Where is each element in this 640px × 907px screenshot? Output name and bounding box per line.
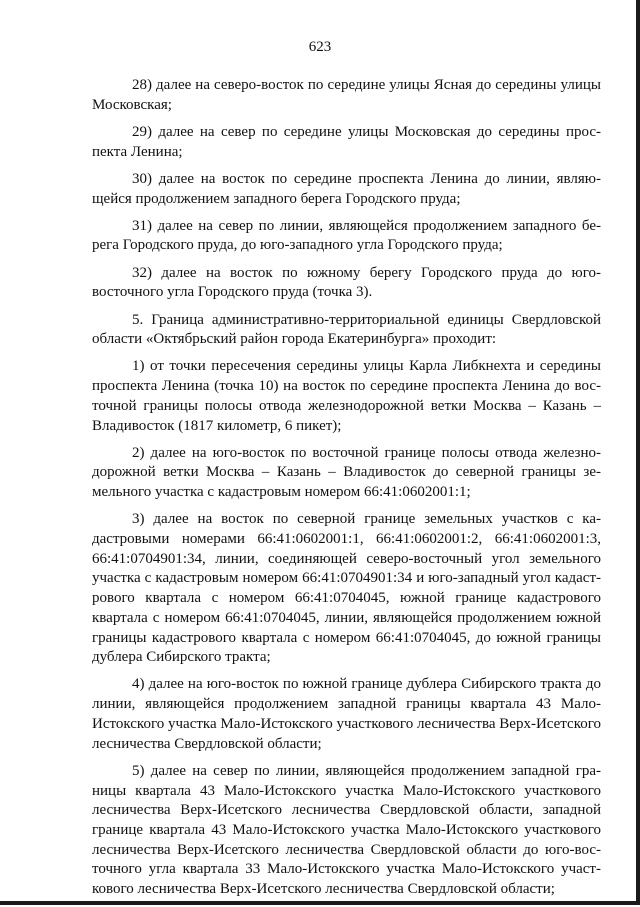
paragraph-item-4: 4) далее на юго-восток по южной границе дублера Сибирского тракта до линии, являющейся продолжением западной границы квартала 43 Мало-Истокского участка Мало-Истокского участкового лесничества Верх-Исетского лесничества Свердловской области; (92, 676, 601, 752)
paragraph-item-31: 31) далее на север по линии, являющейся продолжением западного берега Городского пруда, до юго-западного угла Городского пруда; (92, 217, 601, 254)
paragraph-item-5: 5) далее на север по линии, являющейся продолжением западной границы квартала 43 Мало-Истокского участка Мало-Истокского участкового лесничества Верх-Исетского лесничества Свердловской области, западной границе квартала 43 Мало-Истокского участка Мало-Истокского участкового лесничества Верх-Исетского лесничества Свердловской области до юго-восточного угла квартала 33 Мало-Истокского участка Мало-Истокского участкового лесничества Верх-Исетского лесничества Свердловской области; (92, 762, 601, 898)
paragraph-item-2: 2) далее на юго-восток по восточной границе полосы отвода железнодорожной ветки Москва – Казань – Владивосток до северной границы земельного участка с кадастровым номером 66:41:0602001:1; (92, 444, 601, 501)
paragraph-item-29: 29) далее на север по середине улицы Московская до середины проспекта Ленина; (92, 123, 601, 160)
document-body (92, 76, 601, 907)
paragraph-item-3: 3) далее на восток по северной границе земельных участков с кадастровыми номерами 66:41:0602001:1, 66:41:0602001:2, 66:41:0602001:3, 66:41:0704901:34, линии, соединяющей северо-восточный угол земельного участка с кадастровым номером 66:41:0704901:34 и юго-западный угол кадастрового квартала с номером 66:41:0704045, южной границе кадастрового квартала с номером 66:41:0704045, линии, являющейся продолжением южной границы кадастрового квартала с номером 66:41:0704045, до южной границы дублера Сибирского тракта; (92, 511, 601, 666)
paragraph-item-1: 1) от точки пересечения середины улицы Карла Либкнехта и середины проспекта Ленина (точка 10) на восток по середине проспекта Ленина до восточной границы полосы отвода железнодорожной ветки Москва – Казань – Владивосток (1817 километр, 6 пикет); (92, 358, 601, 434)
paragraph-item-32: 32) далее на восток по южному берегу Городского пруда до юго-восточного угла Городского пруда (точка 3). (92, 264, 601, 301)
paragraph-item-28: 28) далее на северо-восток по середине улицы Ясная до середины улицы Московская; (92, 77, 601, 113)
paragraph-item-30: 30) далее на восток по середине проспекта Ленина до линии, являющейся продолжением западного берега Городского пруда; (92, 170, 601, 207)
page-number: 623 (308, 39, 332, 55)
section-5-heading: 5. Граница административно-территориальной единицы Свердловской области «Октябрьский район города Екатеринбурга» проходит: (92, 311, 601, 348)
